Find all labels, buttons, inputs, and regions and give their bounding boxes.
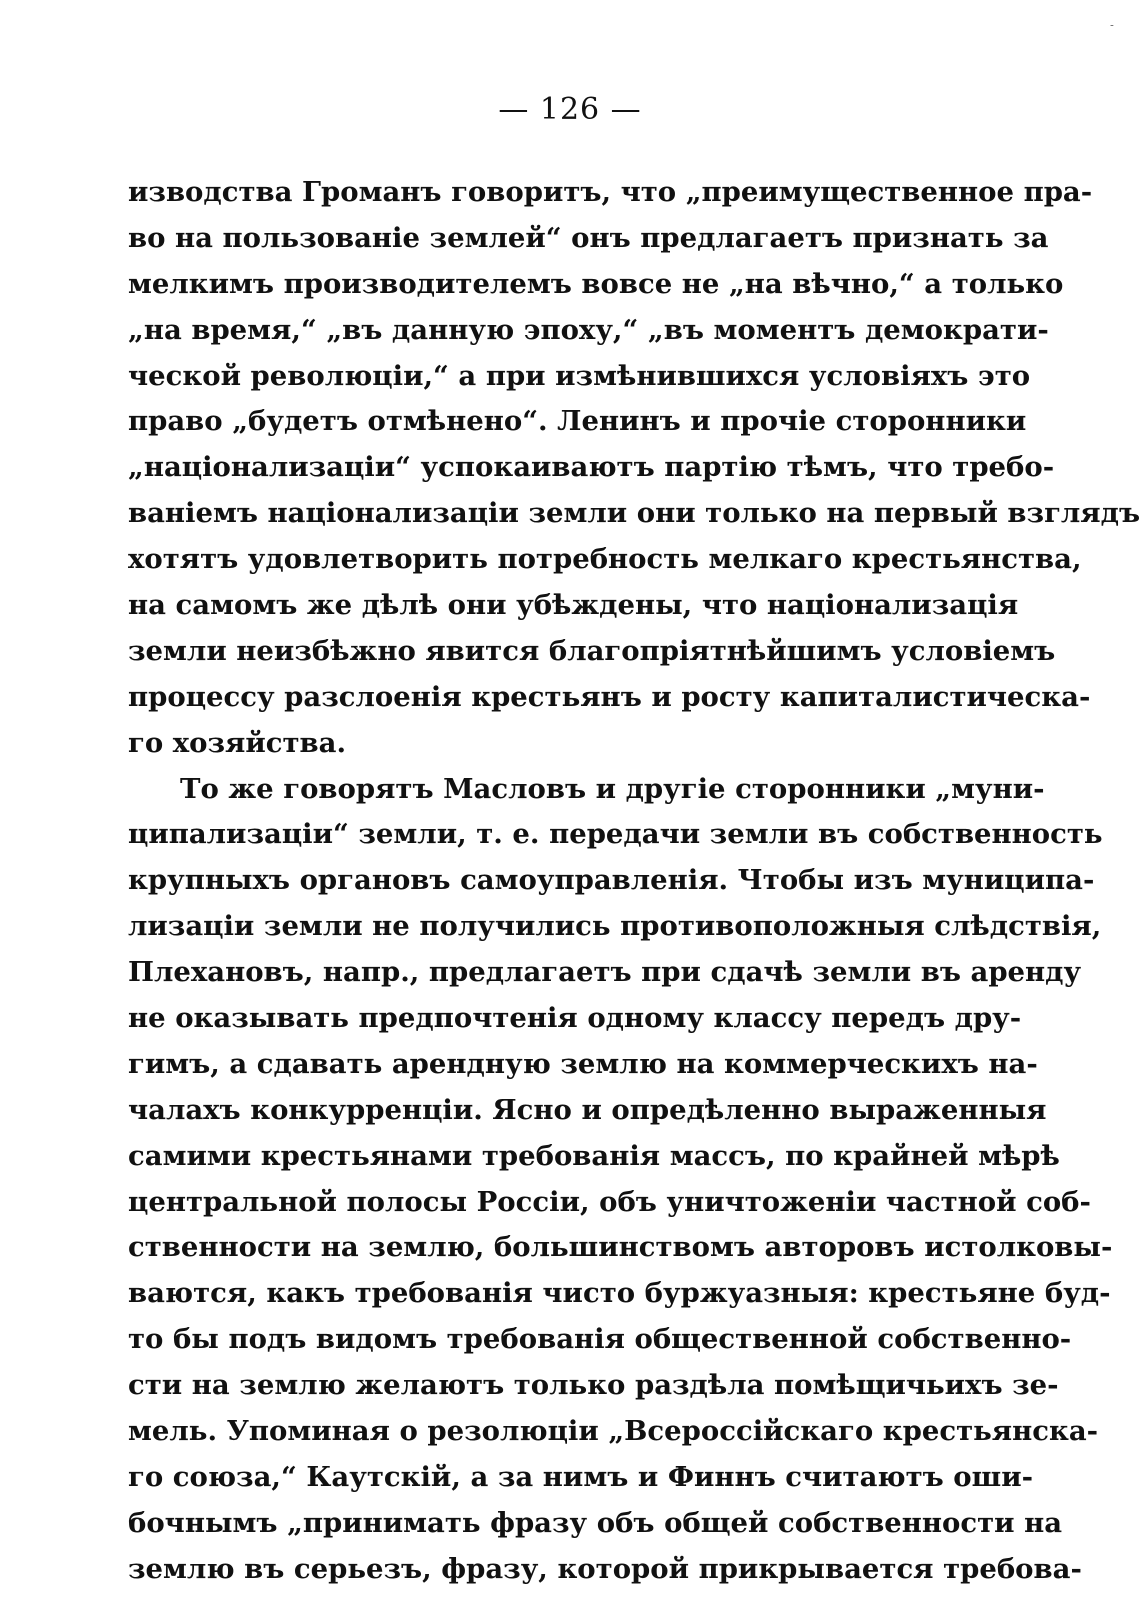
- text-line: ваніемъ націонализаціи земли они только на первый взглядъ: [128, 497, 1140, 530]
- text-line: во на пользованіе землей“ онъ предлагаетъ признать за: [128, 221, 1049, 254]
- text-line: Плехановъ, напр., предлагаетъ при сдачѣ земли въ аренду: [128, 956, 1082, 989]
- paragraph-start-line: То же говорятъ Масловъ и другіе сторонники „муни-: [180, 772, 1045, 805]
- text-line: чалахъ конкурренціи. Ясно и опредѣленно выраженныя: [128, 1093, 1047, 1126]
- text-line: ваются, какъ требованія чисто буржуазныя: крестьяне буд-: [128, 1277, 1111, 1310]
- text-line: хотятъ удовлетворить потребность мелкаго крестьянства,: [128, 543, 1082, 576]
- text-line: самими крестьянами требованія массъ, по крайней мѣрѣ: [128, 1139, 1060, 1172]
- text-line: изводства Громанъ говоритъ, что „преимущественное пра-: [128, 176, 1093, 208]
- text-line: на самомъ же дѣлѣ они убѣждены, что націонализація: [128, 589, 1019, 622]
- text-line: ципализаціи“ земли, т. е. передачи земли въ собственность: [128, 818, 1103, 851]
- text-line: ственности на землю, большинствомъ авторовъ истолковы-: [128, 1231, 1113, 1264]
- text-line: процессу разслоенія крестьянъ и росту капиталистическа-: [128, 680, 1091, 713]
- text-line: не оказывать предпочтенія одному классу передъ дру-: [128, 1002, 1022, 1035]
- text-line: сти на землю желаютъ только раздѣла помѣщичьихъ зе-: [128, 1369, 1059, 1402]
- text-line: земли неизбѣжно явится благопріятнѣйшимъ условіемъ: [128, 634, 1056, 667]
- text-line: право „будетъ отмѣнено“. Ленинъ и прочіе сторонники: [128, 405, 1027, 438]
- text-line: мель. Упоминая о резолюціи „Всероссійскаго крестьянска-: [128, 1415, 1099, 1448]
- text-line: лизаціи земли не получились противоположныя слѣдствія,: [128, 910, 1102, 943]
- text-line: крупныхъ органовъ самоуправленія. Чтобы изъ муниципа-: [128, 864, 1095, 897]
- text-line: ческой революціи,“ а при измѣнившихся условіяхъ это: [128, 359, 1031, 392]
- text-line: центральной полосы Россіи, объ уничтоженіи частной соб-: [128, 1185, 1091, 1218]
- text-line: то бы подъ видомъ требованія общественной собственно-: [128, 1323, 1072, 1356]
- text-line: „націонализаціи“ успокаиваютъ партію тѣмъ, что требо-: [128, 451, 1055, 484]
- paragraph-end-line: го хозяйства.: [128, 726, 347, 759]
- text-line: го союза,“ Каутскій, а за нимъ и Финнъ считаютъ оши-: [128, 1460, 1034, 1493]
- corner-speck: ˗: [1110, 18, 1114, 32]
- text-line: бочнымъ „принимать фразу объ общей собственности на: [128, 1506, 1063, 1539]
- page-number: — 126 —: [498, 92, 642, 127]
- text-line: гимъ, а сдавать арендную землю на коммерческихъ на-: [128, 1047, 1038, 1080]
- body-text: [128, 170, 1140, 1593]
- text-line: мелкимъ производителемъ вовсе не „на вѣчно,“ а только: [128, 267, 1064, 300]
- text-line: „на время,“ „въ данную эпоху,“ „въ моментъ демократи-: [128, 313, 1049, 346]
- text-line: землю въ серьезъ, фразу, которой прикрывается требова-: [128, 1552, 1082, 1585]
